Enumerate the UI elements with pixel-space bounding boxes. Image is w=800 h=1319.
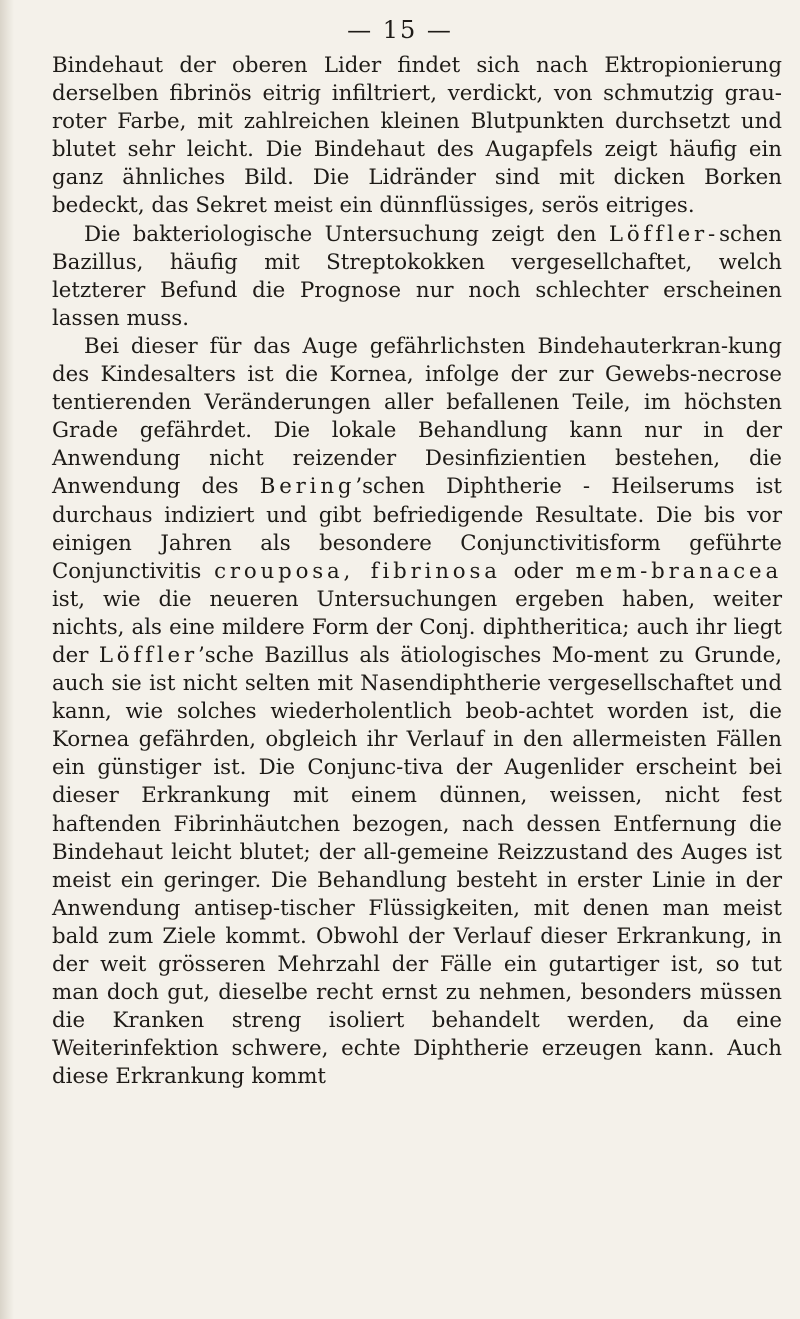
paragraph-2-text-2: schen Bazillus, häufig mit Streptokokken vergesellchaftet, welch letzterer Befund die Prognose nur noch schlechter erscheinen lassen muss. — [52, 221, 782, 331]
paragraph-2-text-1: Die bakteriologische Untersuchung zeigt den — [83, 221, 597, 247]
paragraph-3 — [52, 333, 782, 1092]
page-number: — 15 — — [347, 16, 453, 44]
paragraph-3-text-2: ’schen Diphtherie - Heilserums ist durchaus indiziert und gibt befriedigende Resultate. Die bis vor einigen Jahren als besondere Conjunctivitisform geführte Conjunctivitis — [52, 474, 782, 584]
paragraph-3-text-1: Bei dieser für das Auge gefährlichsten Bindehauterkran-kung des Kindesalters ist die Kornea, infolge der zur Gewebs-necrose tentierenden Veränderungen aller befallenen Teile, im höchsten Grade gefährdet. Die lokale Behandlung kann nur in der Anwendung nicht reizender Desinfizientien bestehen, die Anwendung des — [52, 333, 782, 500]
spaced-term-crouposa-fibrinosa: crouposa, fibrinosa — [214, 558, 501, 584]
paragraph-3-text-5: ’sche Bazillus als ätiologisches Mo-ment zu Grunde, auch sie ist nicht selten mit Nasendiphtherie vergesellschaftet und kann, wie solches wiederholentlich beob-achtet worden ist, die Kornea gefährden, obgleich ihr Verlauf in den allermeisten Fällen ein günstiger ist. Die Conjunc-tiva der Augenlider erscheint bei dieser Erkrankung mit einem dünnen, weissen, nicht fest haftenden Fibrinhäutchen bezogen, nach dessen Entfernung die Bindehaut leicht blutet; der all-gemeine Reizzustand des Auges ist meist ein geringer. Die Behandlung besteht in erster Linie in der Anwendung antisep-tischer Flüssigkeiten, mit denen man meist bald zum Ziele kommt. Obwohl der Verlauf dieser Erkrankung, in der weit grösseren Mehrzahl der Fälle ein gutartiger ist, so tut man doch gut, dieselbe recht ernst zu nehmen, besonders müssen die Kranken streng isoliert behandelt werden, da eine Weiterinfektion schwere, echte Diphtherie erzeugen kann. Auch diese Erkrankung kommt — [52, 642, 782, 1090]
paragraph-3-text-4: ist, wie die neueren Untersuchungen ergeben haben, weiter nichts, als eine mildere Form der Conj. diphtheritica; auch ihr liegt der — [52, 586, 782, 668]
spaced-name-loeffler: Löffler- — [608, 221, 720, 247]
paragraph-3-text-3: oder — [513, 558, 563, 584]
paragraph-2 — [52, 221, 782, 333]
spaced-name-loeffler-2: Löffler — [98, 642, 198, 668]
body-text — [52, 52, 782, 1091]
paragraph-1 — [52, 52, 782, 221]
spaced-term-membranacea: mem-branacea — [575, 558, 782, 584]
spaced-name-bering: Bering — [259, 474, 356, 500]
paragraph-1-text: Bindehaut der oberen Lider findet sich nach Ektropionierung derselben fibrinös eitrig infiltriert, verdickt, von schmutzig grau-roter Farbe, mit zahlreichen kleinen Blutpunkten durchsetzt und blutet sehr leicht. Die Bindehaut des Augapfels zeigt häufig ein ganz ähnliches Bild. Die Lidränder sind mit dicken Borken bedeckt, das Sekret meist ein dünnflüssiges, serös eitriges. — [52, 53, 782, 219]
